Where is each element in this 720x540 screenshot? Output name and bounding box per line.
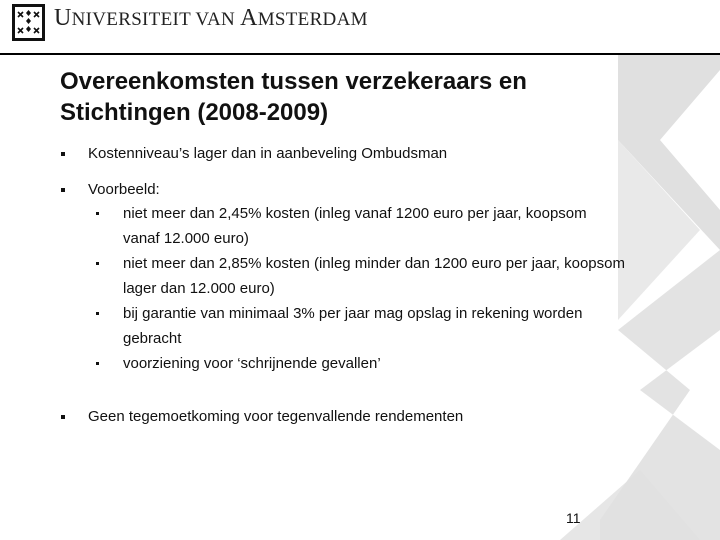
header-divider: [0, 53, 720, 55]
slide-title-line-1: Overeenkomsten tussen verzekeraars en: [60, 68, 527, 95]
sub-bullet-item: [123, 201, 587, 251]
bullet-item: [88, 177, 160, 202]
sub-bullet-line-2: vanaf 12.000 euro): [123, 230, 249, 247]
page-number: 11: [566, 510, 581, 526]
sub-bullet-line-1: bij garantie van minimaal 3% per jaar mag opslag in rekening worden: [123, 305, 583, 322]
university-name-part1: NIVERSITEIT VAN: [71, 9, 241, 30]
sub-bullet-marker: [96, 212, 99, 215]
sub-bullet-item: [123, 251, 625, 301]
university-initial-a: A: [240, 5, 258, 31]
sub-bullet-line-1: niet meer dan 2,45% kosten (inleg vanaf 1200 euro per jaar, koopsom: [123, 205, 587, 222]
sub-bullet-marker: [96, 312, 99, 315]
bullet-marker: [61, 152, 65, 156]
bullet-item: [88, 141, 447, 166]
sub-bullet-item: [123, 351, 381, 376]
slide-title-line-2: Stichtingen (2008-2009): [60, 99, 329, 126]
bullet-text: Voorbeeld:: [88, 181, 160, 198]
sub-bullet-line-1: voorziening voor ‘schrijnende gevallen’: [123, 355, 381, 372]
university-name: [54, 5, 368, 32]
bullet-marker: [61, 188, 65, 192]
sub-bullet-marker: [96, 262, 99, 265]
sub-bullet-marker: [96, 362, 99, 365]
sub-bullet-item: [123, 301, 582, 351]
bullet-text: Kostenniveau’s lager dan in aanbeveling Ombudsman: [88, 145, 448, 162]
slide-title: [60, 66, 620, 128]
university-name-part2: MSTERDAM: [257, 9, 368, 30]
bullet-item: [88, 404, 463, 429]
sub-bullet-line-2: lager dan 12.000 euro): [123, 280, 275, 297]
bullet-marker: [61, 415, 65, 419]
university-initial-u: U: [54, 5, 72, 31]
bullet-text: Geen tegemoetkoming voor tegenvallende rendementen: [88, 408, 464, 425]
uva-shield-icon: [12, 4, 45, 41]
sub-bullet-line-2: gebracht: [123, 330, 182, 347]
sub-bullet-line-1: niet meer dan 2,85% kosten (inleg minder dan 1200 euro per jaar, koopsom: [123, 255, 625, 272]
